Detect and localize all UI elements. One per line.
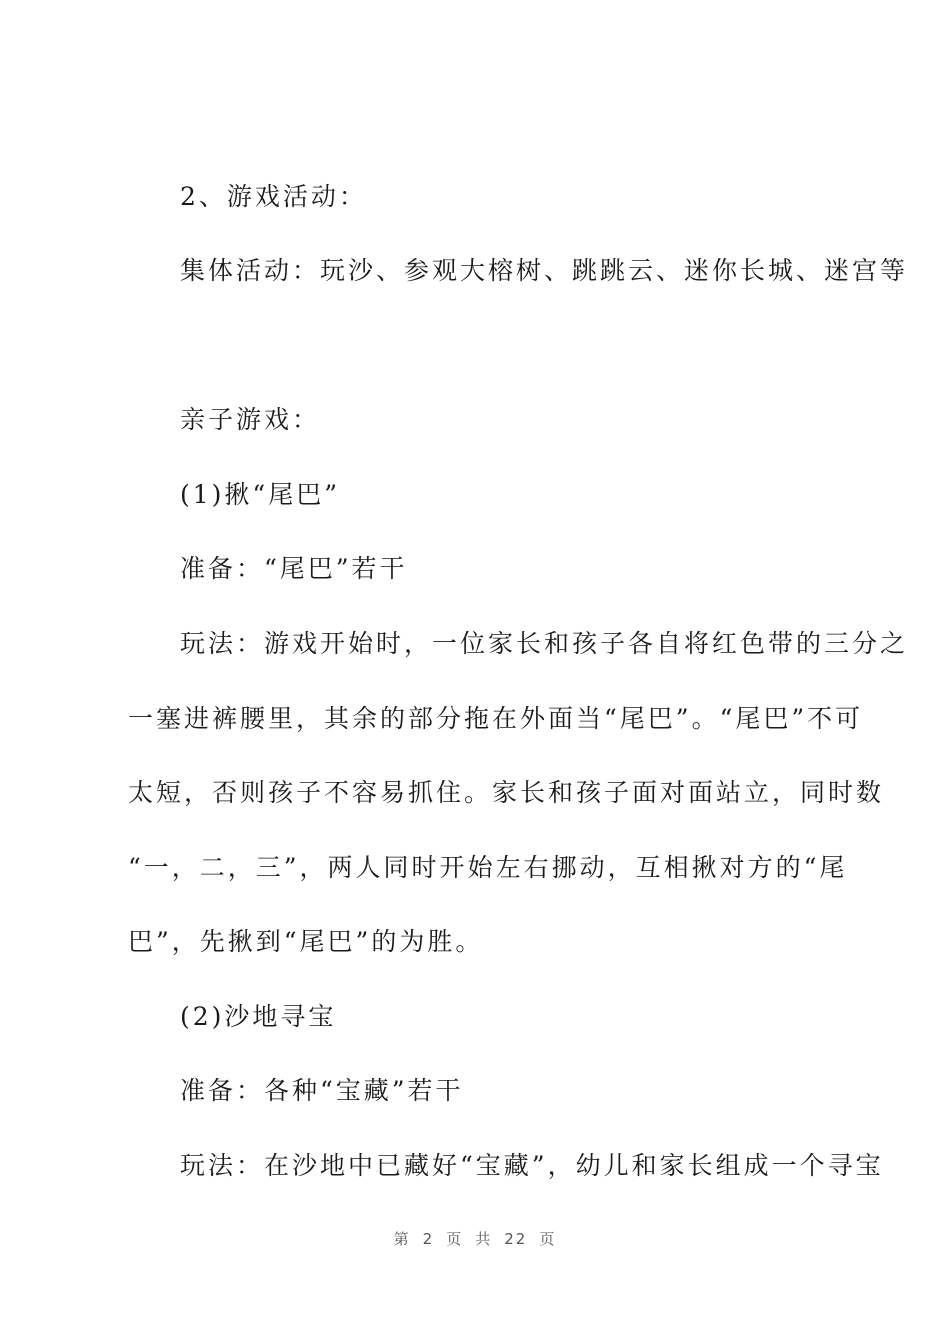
game-title-sand-treasure: (2)沙地寻宝 — [180, 1002, 337, 1031]
footer-total-suffix: 页 — [539, 1230, 557, 1248]
preparation-sand-treasure: 准备：各种“宝藏”若干 — [180, 1076, 464, 1105]
paragraph-group-activities: 集体活动：玩沙、参观大榕树、跳跳云、迷你长城、迷宫等 — [180, 256, 909, 285]
footer-total-word: 共 — [475, 1230, 493, 1248]
footer-page-suffix: 页 — [446, 1230, 464, 1248]
footer-page-word: 第 — [393, 1230, 411, 1248]
rules-catch-tail-line-1: 玩法：游戏开始时，一位家长和孩子各自将红色带的三分之 — [180, 629, 909, 658]
page-footer — [0, 1228, 950, 1249]
rules-catch-tail-line-5: 巴”，先揪到“尾巴”的为胜。 — [128, 927, 484, 956]
footer-page-number: 2 — [422, 1230, 435, 1248]
subheading-parent-child-games: 亲子游戏： — [180, 405, 321, 434]
rules-sand-treasure-line-1: 玩法：在沙地中已藏好“宝藏”，幼儿和家长组成一个寻宝 — [180, 1151, 884, 1180]
game-title-catch-tail: (1)揪“尾巴” — [180, 480, 340, 509]
footer-total-pages: 22 — [504, 1230, 528, 1248]
preparation-catch-tail: 准备：“尾巴”若干 — [180, 554, 408, 583]
section-heading-game-activities: 2、游戏活动： — [180, 182, 367, 211]
rules-catch-tail-line-2: 一塞进裤腰里，其余的部分拖在外面当“尾巴”。“尾巴”不可 — [128, 704, 864, 733]
rules-catch-tail-line-3: 太短，否则孩子不容易抓住。家长和孩子面对面站立，同时数 — [128, 778, 885, 807]
rules-catch-tail-line-4: “一，二，三”，两人同时开始左右挪动，互相揪对方的“尾 — [128, 853, 848, 882]
